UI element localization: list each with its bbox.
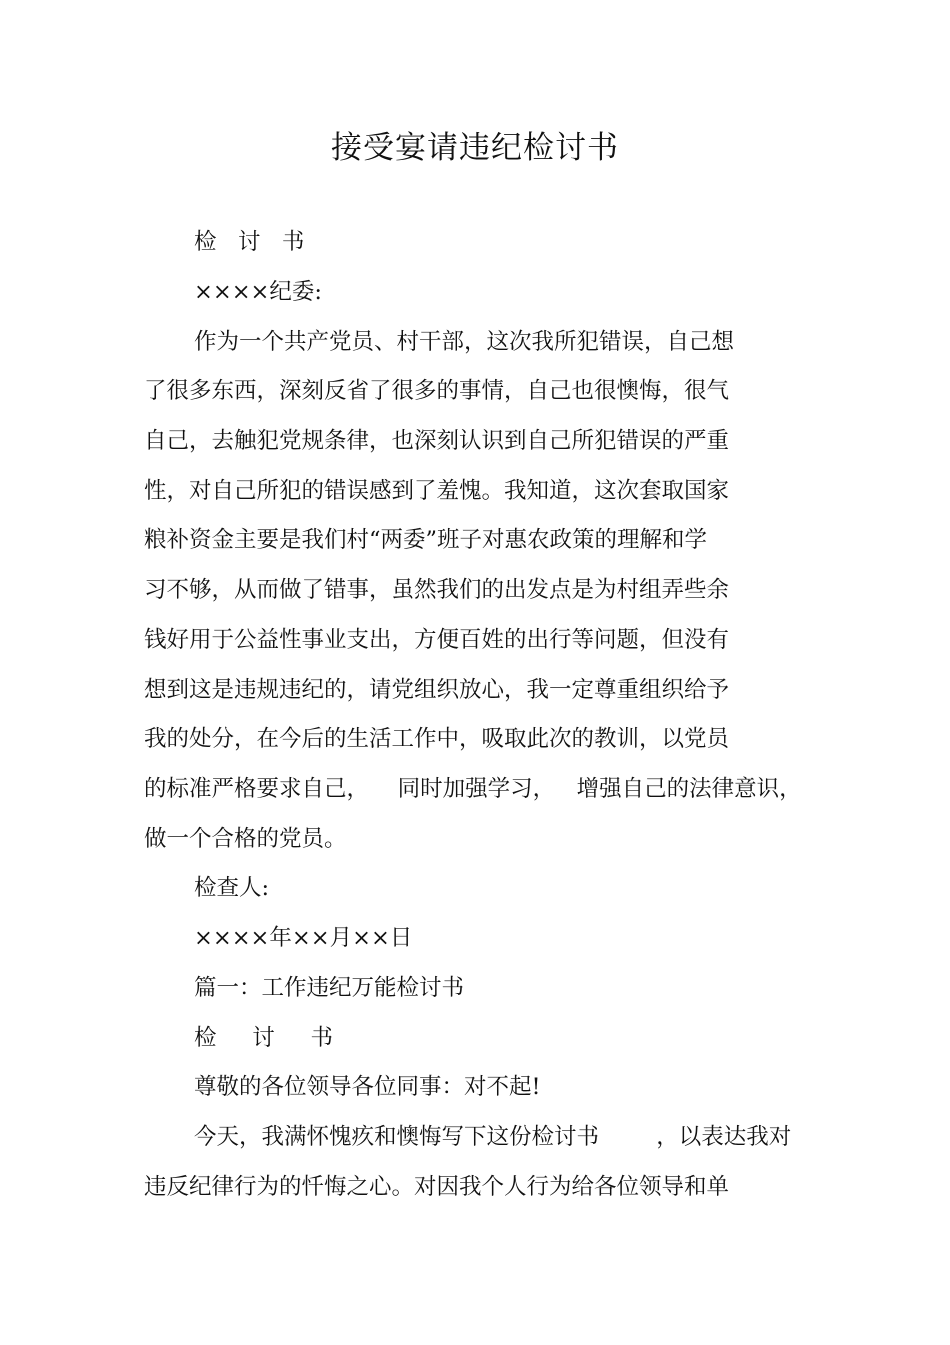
section-heading: 篇一：工作违纪万能检讨书: [194, 975, 465, 1001]
salutation: ××××纪委:: [194, 279, 322, 305]
date-line: ××××年××月××日: [194, 925, 413, 951]
body-line: 钱好用于公益性事业支出，方便百姓的出行等问题，但没有: [144, 627, 730, 653]
heading-review-letter: 检 讨 书: [194, 229, 305, 255]
body-line: 的标准严格要求自己， 同时加强学习， 增强自己的法律意识，: [144, 776, 802, 802]
body-line: 今天，我满怀愧疚和懊悔写下这份检讨书 ，以表达我对: [194, 1124, 792, 1150]
salutation: 尊敬的各位领导各位同事：对不起!: [194, 1074, 541, 1100]
body-line: 粮补资金主要是我们村“两委”班子对惠农政策的理解和学: [144, 527, 708, 553]
body-line: 想到这是违规违纪的，请党组织放心，我一定尊重组织给予: [144, 677, 730, 703]
body-line: 性，对自己所犯的错误感到了羞愧。我知道，这次套取国家: [144, 478, 730, 504]
body-line: 自己，去触犯党规条律，也深刻认识到自己所犯错误的严重: [144, 428, 730, 454]
body-line: 了很多东西，深刻反省了很多的事情，自己也很懊悔，很气: [144, 378, 730, 404]
body-line: 违反纪律行为的忏悔之心。对因我个人行为给各位领导和单: [144, 1174, 730, 1200]
heading-review-letter: 检 讨 书: [194, 1025, 334, 1051]
reviewer-label: 检查人:: [194, 875, 270, 901]
document-title: 接受宴请违纪检讨书: [331, 130, 619, 166]
body-line: 做一个合格的党员。: [144, 826, 347, 852]
body-line: 作为一个共产党员、村干部，这次我所犯错误，自己想: [194, 329, 735, 355]
body-line: 习不够，从而做了错事，虽然我们的出发点是为村组弄些余: [144, 577, 730, 603]
body-line: 我的处分，在今后的生活工作中，吸取此次的教训，以党员: [144, 726, 730, 752]
